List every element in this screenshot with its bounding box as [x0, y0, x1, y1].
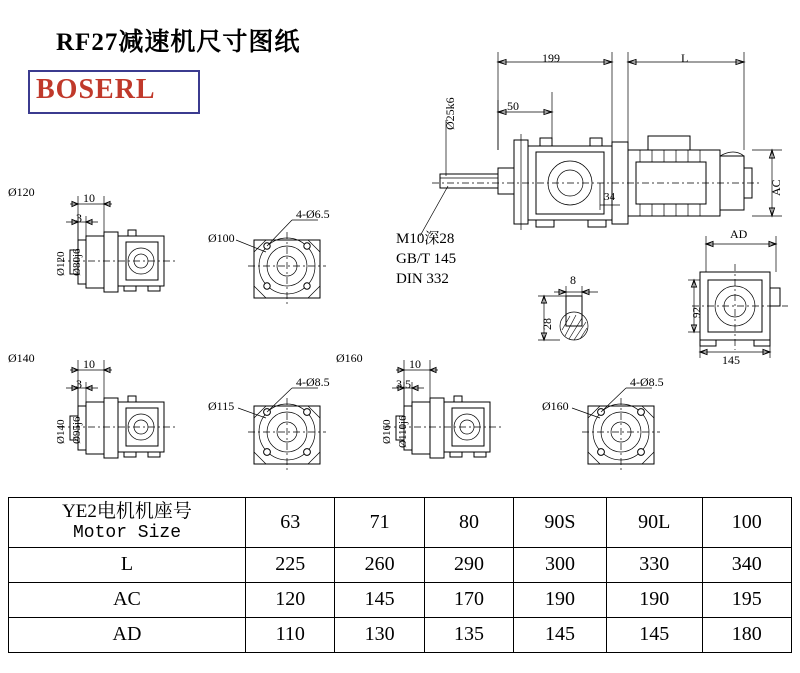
thread-note-line1: M10深28 [396, 231, 455, 247]
row-L-value-1: 260 [335, 547, 424, 582]
header-size-2: 80 [424, 498, 513, 548]
dim-120-bore: Ø80j6 [71, 248, 83, 276]
dim-8: 8 [570, 273, 576, 287]
row-AC-value-1: 145 [335, 582, 424, 617]
header-size-1: 71 [335, 498, 424, 548]
dim-160-3-5: 3.5 [396, 377, 411, 391]
holes-140: 4-Ø8.5 [296, 375, 330, 389]
dim-199: 199 [542, 51, 560, 65]
row-AC-value-5: 195 [702, 582, 791, 617]
dim-outer-120: Ø120 [8, 185, 35, 199]
header-size-0: 63 [246, 498, 335, 548]
dim-outer-160: Ø160 [336, 351, 363, 365]
table-row [9, 547, 792, 582]
row-AC-value-3: 190 [514, 582, 607, 617]
row-AD-value-4: 145 [606, 617, 702, 652]
header-size-3: 90S [514, 498, 607, 548]
row-AD-value-5: 180 [702, 617, 791, 652]
row-L-value-4: 330 [606, 547, 702, 582]
table-header-row [9, 498, 792, 548]
row-L-value-5: 340 [702, 547, 791, 582]
dim-120-10: 10 [83, 191, 95, 205]
holes-120: 4-Ø6.5 [296, 207, 330, 221]
header-label-en: Motor Size [72, 522, 182, 543]
dim-140-inner: Ø140 [55, 419, 67, 444]
dim-140-3: 3 [76, 377, 82, 391]
dim-92: 92 [691, 307, 703, 318]
thread-note-line3: DIN 332 [396, 271, 449, 287]
spec-table [8, 497, 792, 653]
page-title: RF27减速机尺寸图纸 [56, 29, 301, 56]
dim-AD: AD [730, 227, 748, 241]
table-row [9, 582, 792, 617]
dim-145: 145 [722, 353, 740, 367]
dim-shaft-dia: Ø25k6 [443, 97, 457, 130]
dim-140-bore: Ø95j6 [71, 416, 83, 444]
row-AD-value-2: 135 [424, 617, 513, 652]
dim-160-inner: Ø160 [381, 419, 393, 444]
dim-outer-140: Ø140 [8, 351, 35, 365]
dim-AC: AC [769, 179, 783, 196]
dim-28: 28 [540, 318, 554, 330]
row-label-AC: AC [9, 582, 246, 617]
row-label-AD: AD [9, 617, 246, 652]
dim-120-3: 3 [76, 211, 82, 225]
row-AC-value-2: 170 [424, 582, 513, 617]
header-label-cn: YE2电机机座号 [62, 501, 192, 522]
row-AC-value-0: 120 [246, 582, 335, 617]
row-AC-value-4: 190 [606, 582, 702, 617]
row-AD-value-0: 110 [246, 617, 335, 652]
bolt-circle-140: Ø115 [208, 399, 235, 413]
header-size-5: 100 [702, 498, 791, 548]
dim-L: L [681, 51, 689, 65]
table-header-label [9, 498, 246, 548]
row-L-value-3: 300 [514, 547, 607, 582]
dim-120-inner: Ø120 [55, 251, 67, 276]
header-size-4: 90L [606, 498, 702, 548]
holes-160: 4-Ø8.5 [630, 375, 664, 389]
table-row [9, 617, 792, 652]
thread-note-line2: GB/T 145 [396, 251, 457, 267]
logo-text: BOSERL [36, 74, 156, 105]
dim-160-10: 10 [409, 357, 421, 371]
dim-140-10: 10 [83, 357, 95, 371]
dim-160-bore: Ø110j6 [397, 415, 409, 448]
bolt-circle-160: Ø160 [542, 399, 569, 413]
row-L-value-0: 225 [246, 547, 335, 582]
bolt-circle-120: Ø100 [208, 231, 235, 245]
row-L-value-2: 290 [424, 547, 513, 582]
dim-50: 50 [507, 99, 519, 113]
dim-34: 34 [604, 191, 615, 203]
row-AD-value-1: 130 [335, 617, 424, 652]
row-AD-value-3: 145 [514, 617, 607, 652]
row-label-L: L [9, 547, 246, 582]
